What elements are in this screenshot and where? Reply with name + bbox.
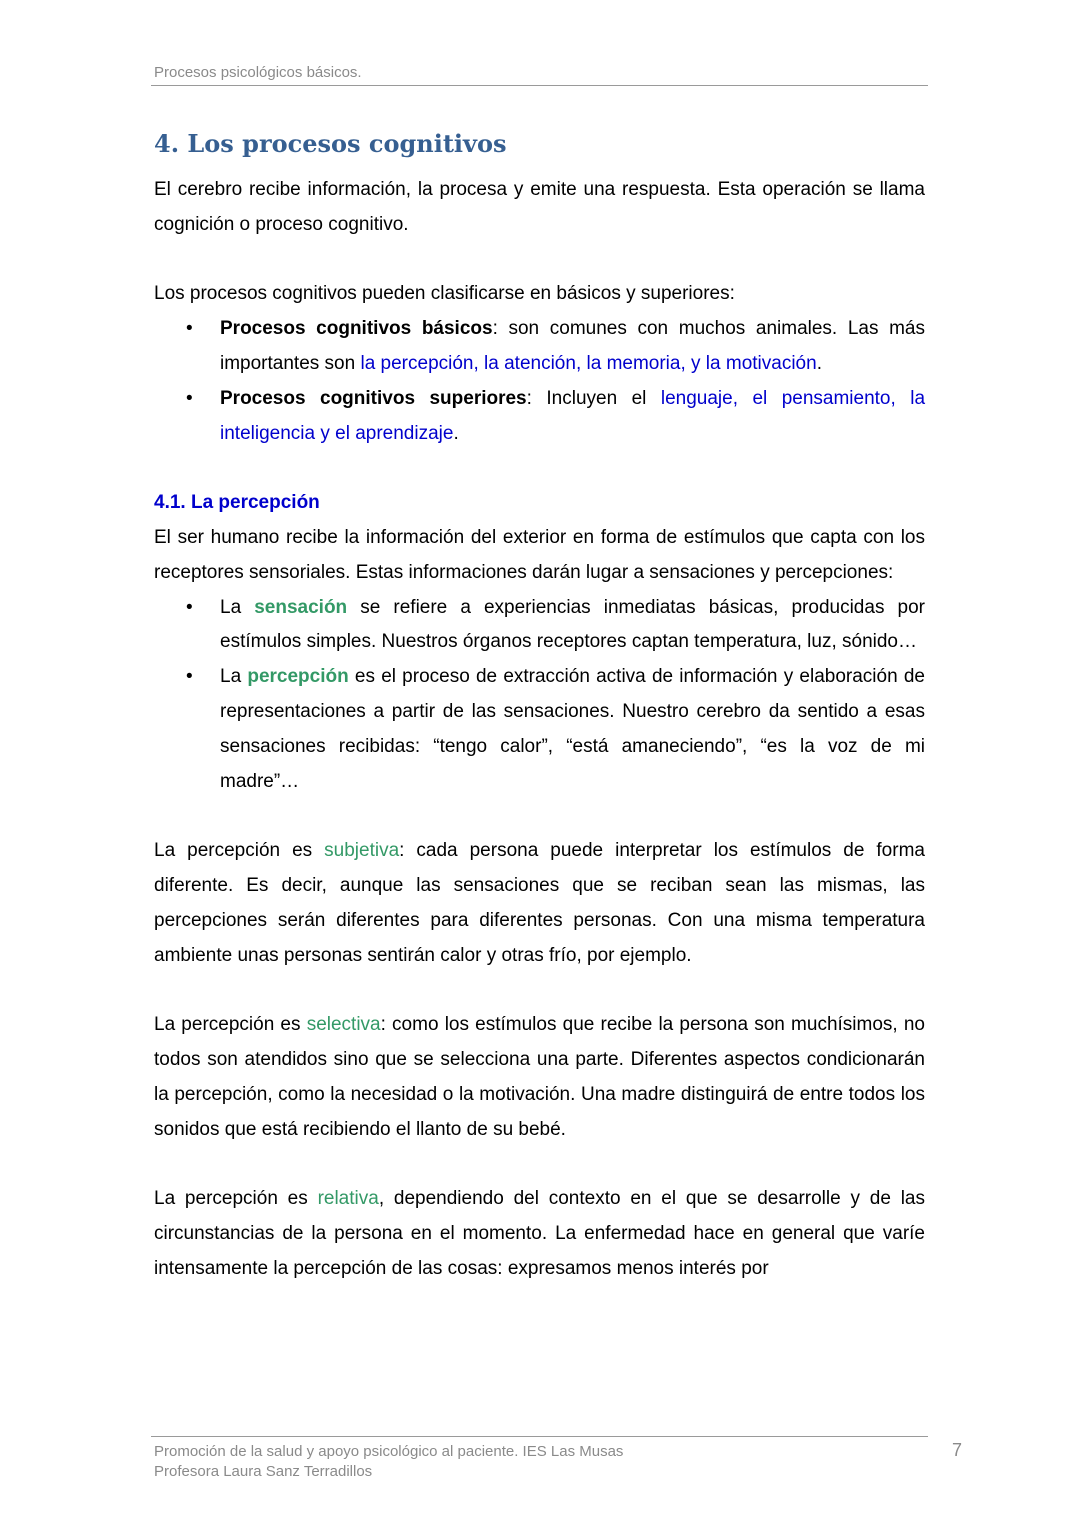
section-title: 4. Los procesos cognitivos — [154, 129, 507, 158]
footer-course: Promoción de la salud y apoyo psicológico al paciente. IES Las Musas — [154, 1443, 624, 1460]
term-superior: Procesos cognitivos superiores — [220, 387, 527, 409]
term-subjetiva: subjetiva — [324, 840, 400, 862]
paragraph-selectiva: La percepción es selectiva: como los estímulos que recibe la persona son muchísimos, no todos son atendidos sino que se selecciona una parte. Diferentes aspectos condicionarán la percepción, como la necesidad o la motivación. Una madre distinguirá de entre todos los sonidos que está recibiendo el llanto de su bebé. — [154, 1014, 925, 1140]
process-list — [154, 312, 925, 451]
term-selectiva: selectiva — [306, 1014, 381, 1036]
footer-divider — [151, 1436, 928, 1437]
term-sensacion: sensación — [254, 596, 348, 618]
term-percepcion: percepción — [247, 666, 349, 688]
list-item-sensacion: • La sensación se refiere a experiencias inmediatas básicas, producidas por estímulos simples. Nuestros órganos receptores captan temperatura, luz, sónido… — [220, 591, 925, 661]
page-body — [154, 125, 925, 1287]
perception-list — [154, 591, 925, 800]
paragraph-relativa: La percepción es relativa, dependiendo del contexto en el que se desarrolle y de las circunstancias de la persona en el momento. La enfermedad hace en general que varíe intensamente la percepción de las cosas: expresamos menos interés por — [154, 1188, 925, 1279]
list-item-basic: • Procesos cognitivos básicos: son comunes con muchos animales. Las más importantes son la percepción, la atención, la memoria, y la motivación. — [220, 312, 925, 382]
page-header: Procesos psicológicos básicos. — [154, 64, 362, 81]
term-basic: Procesos cognitivos básicos — [220, 318, 493, 340]
footer-author: Profesora Laura Sanz Terradillos — [154, 1463, 373, 1480]
subsection-title: 4.1. La percepción — [154, 492, 320, 514]
paragraph-subjetiva: La percepción es subjetiva: cada persona puede interpretar los estímulos de forma diferente. Es decir, aunque las sensaciones que se reciban sean las mismas, las percepciones serán diferentes para diferentes personas. Con una misma temperatura ambiente unas personas sentirán calor y otras frío, por ejemplo. — [154, 840, 925, 966]
header-divider — [151, 85, 928, 86]
subsection-intro: El ser humano recibe la información del exterior en forma de estímulos que capta con los receptores sensoriales. Estas informaciones darán lugar a sensaciones y percepciones: — [154, 526, 925, 583]
term-relativa: relativa — [317, 1188, 379, 1210]
page-number: 7 — [952, 1440, 963, 1460]
list-item-superior: • Procesos cognitivos superiores: Incluyen el lenguaje, el pensamiento, la inteligencia y el aprendizaje. — [220, 382, 925, 452]
highlight-superior: lenguaje, el pensamiento, la inteligencia y el aprendizaje — [220, 387, 926, 444]
classify-text: Los procesos cognitivos pueden clasificarse en básicos y superiores: — [154, 283, 735, 305]
section-intro: El cerebro recibe información, la procesa y emite una respuesta. Esta operación se llama cognición o proceso cognitivo. — [154, 179, 925, 235]
highlight-basic: la percepción, la atención, la memoria, y la motivación — [360, 352, 817, 374]
list-item-percepcion: • La percepción es el proceso de extracción activa de información y elaboración de representaciones a partir de las sensaciones. Nuestro cerebro da sentido a esas sensaciones recibidas: “tengo calor”, “está amaneciendo”, “es la voz de mi madre”… — [220, 660, 925, 799]
